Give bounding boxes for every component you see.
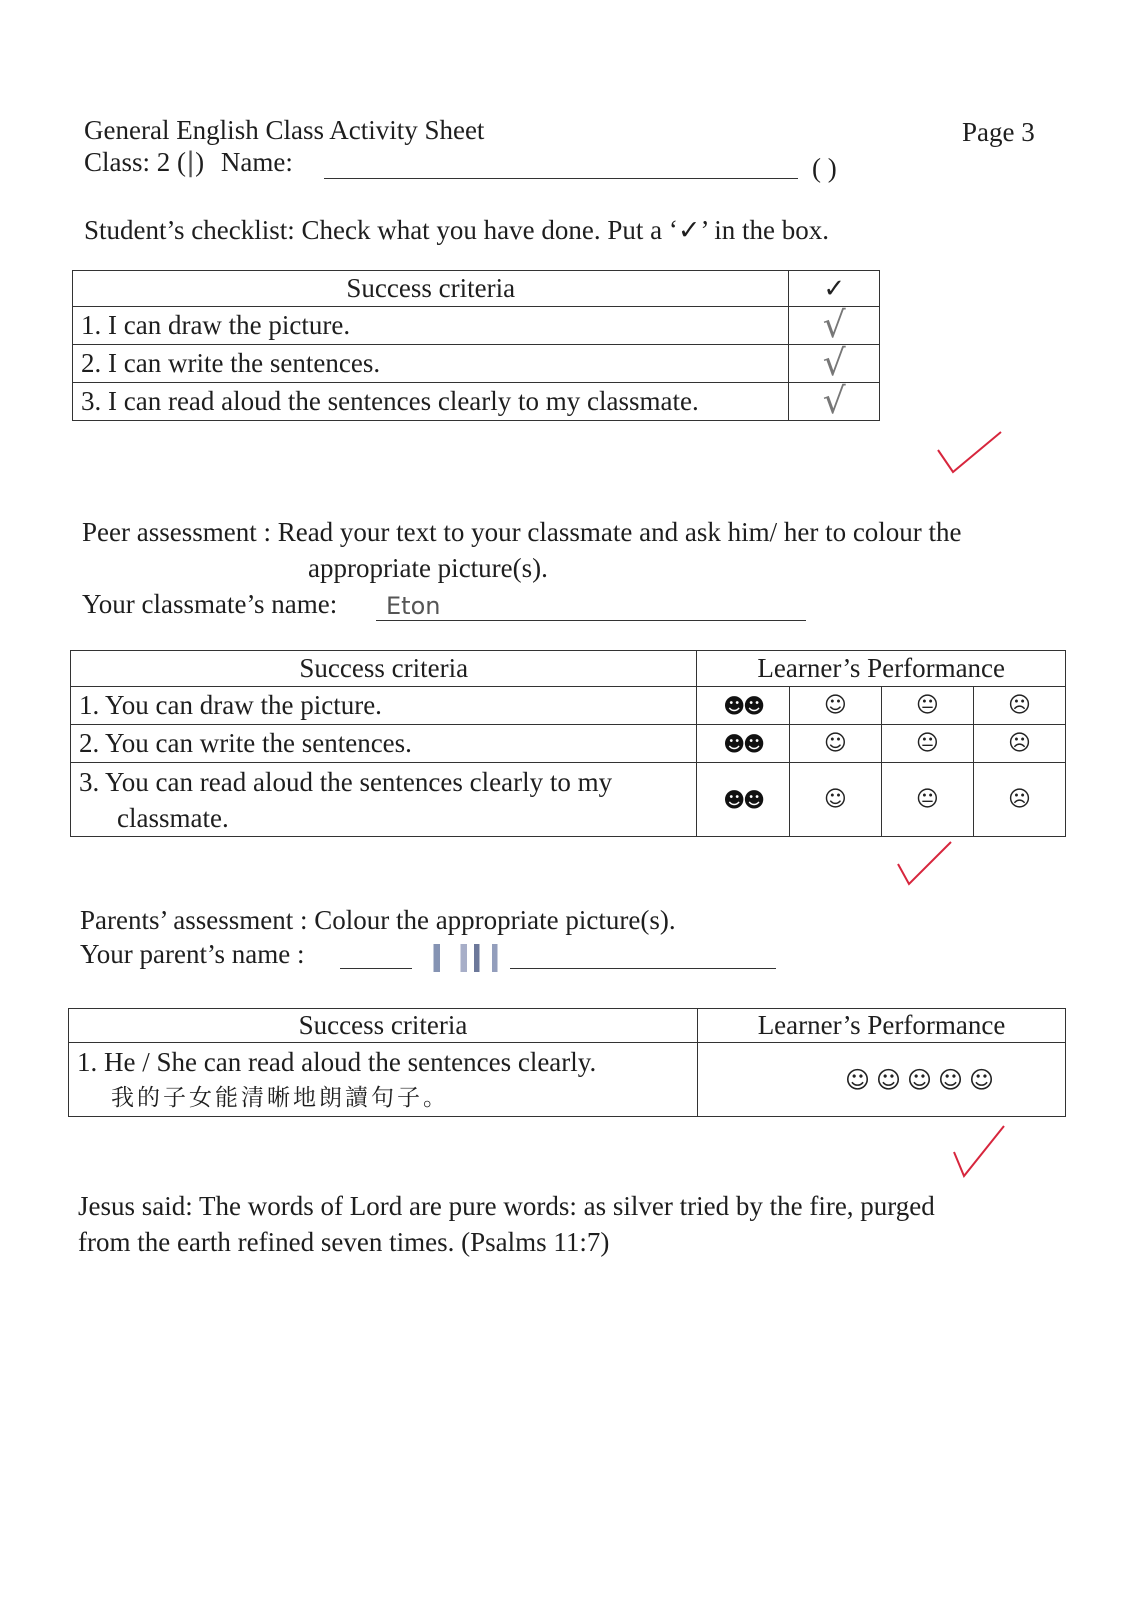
smiley-icon[interactable]: ☺ bbox=[789, 687, 881, 725]
parents-criterion-zh: 我的子女能清晰地朗讀句子。 bbox=[111, 1084, 449, 1111]
table-row bbox=[73, 383, 880, 421]
peer-table bbox=[70, 650, 1066, 837]
class-line bbox=[84, 146, 293, 179]
checkbox-cell[interactable]: √ bbox=[789, 307, 880, 345]
class-value: | bbox=[186, 147, 196, 178]
page-number: Page 3 bbox=[962, 117, 1035, 147]
parents-criterion bbox=[69, 1043, 698, 1117]
peer-criterion: 1. You can draw the picture. bbox=[71, 687, 697, 725]
sad-face-icon[interactable]: ☹ bbox=[973, 687, 1065, 725]
parent-name-label: Your parent’s name : bbox=[80, 939, 305, 969]
table-row bbox=[71, 725, 1066, 763]
parent-name-line-left[interactable] bbox=[340, 968, 412, 969]
peer-header-criteria: Success criteria bbox=[71, 651, 697, 687]
neutral-face-icon[interactable]: 😐 bbox=[881, 763, 973, 837]
peer-criterion-line2: classmate. bbox=[117, 802, 229, 833]
smiley-icon[interactable]: ☺ bbox=[789, 725, 881, 763]
peer-header-performance: Learner’s Performance bbox=[697, 651, 1066, 687]
table-row bbox=[73, 345, 880, 383]
checklist-instruction: Student’s checklist: Check what you have done. Put a ‘✓’ in the box. bbox=[84, 215, 829, 245]
name-label: Name: bbox=[220, 147, 293, 177]
peer-criterion: 2. You can write the sentences. bbox=[71, 725, 697, 763]
checklist-item: 1. I can draw the picture. bbox=[73, 307, 789, 345]
parents-instruction: Parents’ assessment : Colour the appropriate picture(s). bbox=[80, 905, 676, 935]
parent-name-line-right[interactable] bbox=[510, 968, 776, 969]
teacher-red-tick-icon bbox=[935, 428, 1005, 478]
sheet-title: General English Class Activity Sheet bbox=[84, 115, 485, 145]
classmate-name-label: Your classmate’s name: bbox=[82, 589, 338, 619]
student-number-parens: ( ) bbox=[812, 153, 837, 183]
sad-face-icon[interactable]: ☹ bbox=[973, 763, 1065, 837]
smiley-coloured-icon[interactable]: ☻☻ bbox=[697, 687, 789, 725]
checklist-header-tick: ✓ bbox=[789, 271, 880, 307]
neutral-face-icon[interactable]: 😐 bbox=[881, 687, 973, 725]
class-close: ) bbox=[195, 147, 205, 177]
checklist-table bbox=[72, 270, 880, 421]
table-row bbox=[73, 307, 880, 345]
peer-instruction-line1: Peer assessment : Read your text to your classmate and ask him/ her to colour the bbox=[82, 517, 962, 547]
parents-criterion-en: 1. He / She can read aloud the sentences clearly. bbox=[77, 1046, 597, 1077]
checklist-header-criteria: Success criteria bbox=[73, 271, 789, 307]
checkbox-cell[interactable]: √ bbox=[789, 383, 880, 421]
neutral-face-icon[interactable]: 😐 bbox=[881, 725, 973, 763]
smiley-icon[interactable]: ☺ bbox=[789, 763, 881, 837]
class-label: Class: 2 ( bbox=[84, 147, 187, 177]
peer-criterion bbox=[71, 763, 697, 837]
quote-line1: Jesus said: The words of Lord are pure words: as silver tried by the fire, purged bbox=[78, 1191, 935, 1221]
smiley-coloured-icon[interactable]: ☻☻ bbox=[697, 725, 789, 763]
parents-header-criteria: Success criteria bbox=[69, 1009, 698, 1043]
peer-criterion-line1: 3. You can read aloud the sentences clearly to my bbox=[79, 766, 613, 797]
table-row bbox=[71, 687, 1066, 725]
parents-header-performance: Learner’s Performance bbox=[698, 1009, 1066, 1043]
classmate-name-value: Eton bbox=[386, 592, 441, 620]
checklist-item: 3. I can read aloud the sentences clearly to my classmate. bbox=[73, 383, 789, 421]
table-row bbox=[71, 763, 1066, 837]
name-field-line[interactable] bbox=[324, 178, 798, 179]
checkbox-cell[interactable]: √ bbox=[789, 345, 880, 383]
teacher-red-tick-icon bbox=[895, 838, 955, 888]
redacted-name-image bbox=[420, 944, 510, 972]
checklist-item: 2. I can write the sentences. bbox=[73, 345, 789, 383]
smiley-coloured-icon[interactable]: ☻☻ bbox=[697, 763, 789, 837]
peer-instruction-line2: appropriate picture(s). bbox=[308, 553, 548, 583]
classmate-name-line[interactable] bbox=[376, 620, 806, 621]
sad-face-icon[interactable]: ☹ bbox=[973, 725, 1065, 763]
smiley-row-icon[interactable]: ☺☺☺☺☺ bbox=[698, 1043, 1066, 1117]
parents-table bbox=[68, 1008, 1066, 1117]
table-row bbox=[69, 1043, 1066, 1117]
teacher-red-tick-icon bbox=[950, 1122, 1010, 1182]
quote-line2: from the earth refined seven times. (Psalms 11:7) bbox=[78, 1227, 610, 1257]
